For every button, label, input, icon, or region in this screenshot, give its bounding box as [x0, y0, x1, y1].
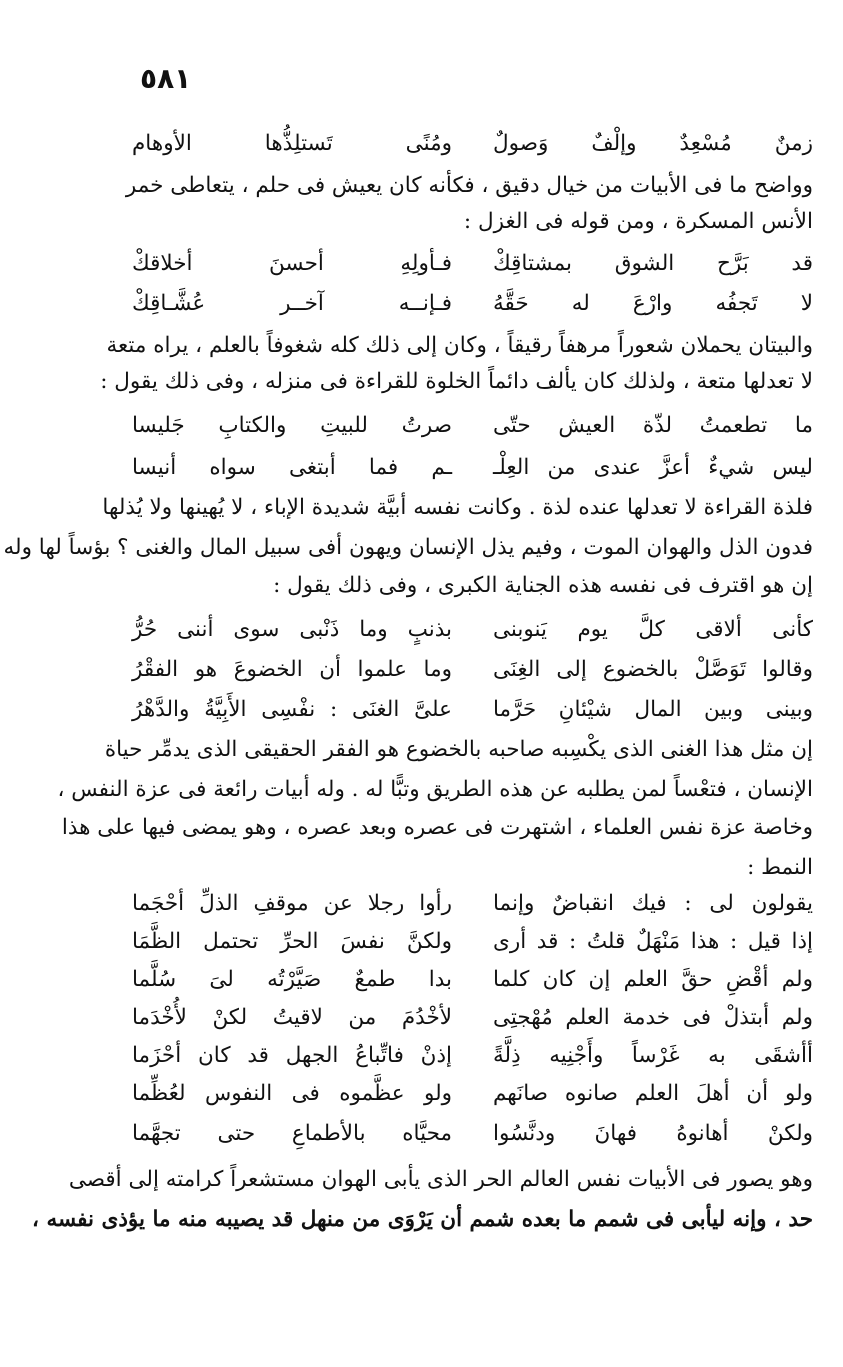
verse-line: [132, 614, 813, 646]
verse-first-hemistich: ولكنْ أهانوهُ فهانَ ودنَّسُوا: [493, 1121, 813, 1146]
verse-line: [132, 654, 813, 686]
verse-second-hemistich: وما علموا أن الخضوعَ هو الفقْرُ: [132, 657, 452, 682]
verse-line: [132, 1002, 813, 1034]
prose-line-end: الأنس المسكرة ، ومن قوله فى الغزل :: [463, 209, 813, 234]
verse-first-hemistich: كأنى ألاقى كلَّ يوم يَنوبنى: [493, 617, 813, 642]
verse-line: [132, 248, 813, 280]
verse-second-hemistich: رأوا رجلا عن موقفِ الذلِّ أحْجَما: [132, 891, 452, 916]
verse-first-hemistich: ليس شيءٌ أعزَّ عندى من العِلْـ: [493, 455, 813, 480]
verse-second-hemistich: لأخْدُمَ من لاقيتُ لكنْ لأُخْدَما: [132, 1005, 452, 1030]
prose-line-end: إن هو اقترف فى نفسه هذه الجناية الكبرى ، وفى ذلك يقول :: [273, 573, 813, 598]
verse-line: [132, 452, 813, 484]
verse-line: [132, 1078, 813, 1110]
verse-first-hemistich: أأشقَى به غَرْساً وأَجْنِيه ذِلَّةً: [493, 1043, 813, 1068]
verse-first-hemistich: ولو أن أهلَ العلم صانوه صانَهم: [493, 1081, 813, 1106]
verse-second-hemistich: بدا طمعٌ صَيَّرْتُه لىَ سُلَّما: [132, 967, 452, 992]
prose-line: حد ، وإنه ليأبى فى شمم ما بعده شمم أن يَرْوَى من منهل قد يصيبه منه ما يؤذى نفسه ،: [32, 1207, 813, 1232]
verse-first-hemistich: وبينى وبين المال شيْئانِ حَرَّما: [493, 697, 813, 722]
verse-second-hemistich: محيَّاه بالأطماعِ حتى تجهَّما: [132, 1121, 452, 1146]
verse-first-hemistich: وقالوا تَوَصَّلْ بالخضوع إلى الغِنَى: [493, 657, 813, 682]
verse-first-hemistich: إذا قيل : هذا مَنْهَلٌ قلتُ : قد أرى: [493, 929, 813, 954]
prose-line: وهو يصور فى الأبيات نفس العالم الحر الذى يأبى الهوان مستشعراً كرامته إلى أقصى: [68, 1167, 813, 1192]
verse-second-hemistich: ولكنَّ نفسَ الحرِّ تحتمل الظَّمَا: [132, 929, 452, 954]
verse-line: [132, 926, 813, 958]
verse-line: [132, 1118, 813, 1150]
verse-second-hemistich: ـم فما أبتغى سواه أنيسا: [132, 455, 452, 480]
page-number: ٥٨١: [140, 62, 192, 95]
verse-line: [132, 288, 813, 320]
prose-line: إن مثل هذا الغنى الذى يكْسِبه صاحبه بالخضوع هو الفقر الحقيقى الذى يدمِّر حياة: [104, 737, 813, 762]
prose-line: وواضح ما فى الأبيات من خيال دقيق ، فكأنه كان يعيش فى حلم ، يتعاطى خمر: [125, 173, 813, 198]
verse-first-hemistich: لا تَجفُه وارْعَ له حَقَّهُ: [493, 291, 813, 316]
prose-line-end: النمط :: [747, 855, 813, 880]
prose-line: فدون الذل والهوان الموت ، وفيم يذل الإنسان ويهون أفى سبيل المال والغنى ؟ بؤساً لها وله: [3, 535, 813, 560]
verse-first-hemistich: قد بَرَّح الشوق بمشتاقِكْ: [493, 251, 813, 276]
verse-second-hemistich: فـإنــه آخــر عُشَّـاقِكْ: [132, 291, 452, 316]
verse-first-hemistich: يقولون لى : فيك انقباضٌ وإنما: [493, 891, 813, 916]
verse-second-hemistich: ولو عظَّموه فى النفوس لعُظِّما: [132, 1081, 452, 1106]
verse-second-hemistich: بذنبٍ وما ذَنْبى سوى أننى حُرُّ: [132, 617, 452, 642]
verse-second-hemistich: إذنْ فاتِّباعُ الجهل قد كان أحْزَما: [132, 1043, 452, 1068]
prose-line: والبيتان يحملان شعوراً مرهفاً رقيقاً ، وكان إلى ذلك كله شغوفاً بالعلم ، يراه متعة: [106, 333, 813, 358]
verse-second-hemistich: علىَّ الغنَى : نفْسِى الأَبِيَّةُ والدَّهْرُ: [132, 697, 452, 722]
prose-line: الإنسان ، فتعْساً لمن يطلبه عن هذه الطريق وتبًّا له . وله أبيات رائعة فى عزة النفس ،: [57, 777, 813, 802]
verse-first-hemistich: زمنٌ مُسْعِدٌ وإلْفٌ وَصولٌ: [493, 131, 813, 156]
verse-line: [132, 964, 813, 996]
verse-first-hemistich: ما تطعمتُ لذّة العيش حتّى: [493, 413, 813, 438]
verse-first-hemistich: ولم أقْضِ حقَّ العلم إن كان كلما: [493, 967, 813, 992]
verse-line: [132, 694, 813, 726]
verse-second-hemistich: ومُنًى تَستلِذُّها الأوهام: [132, 131, 452, 156]
verse-line: [132, 1040, 813, 1072]
verse-second-hemistich: فـأولِهِ أحسنَ أخلاقكْ: [132, 251, 452, 276]
prose-line: وخاصة عزة نفس العلماء ، اشتهرت فى عصره وبعد عصره ، وهو يمضى فيها على هذا: [61, 815, 813, 840]
verse-line: [132, 410, 813, 442]
verse-first-hemistich: ولم أبتذلْ فى خدمة العلم مُهْجتِى: [493, 1005, 813, 1030]
prose-line: فلذة القراءة لا تعدلها عنده لذة . وكانت نفسه أبيَّة شديدة الإباء ، لا يُهينها ولا يُذلها: [102, 495, 813, 520]
verse-line: [132, 128, 813, 160]
prose-line: لا تعدلها متعة ، ولذلك كان يألف دائماً الخلوة للقراءة فى منزله ، وفى ذلك يقول :: [100, 369, 813, 394]
verse-second-hemistich: صرتُ للبيتِ والكتابِ جَليسا: [132, 413, 452, 438]
verse-line: [132, 888, 813, 920]
